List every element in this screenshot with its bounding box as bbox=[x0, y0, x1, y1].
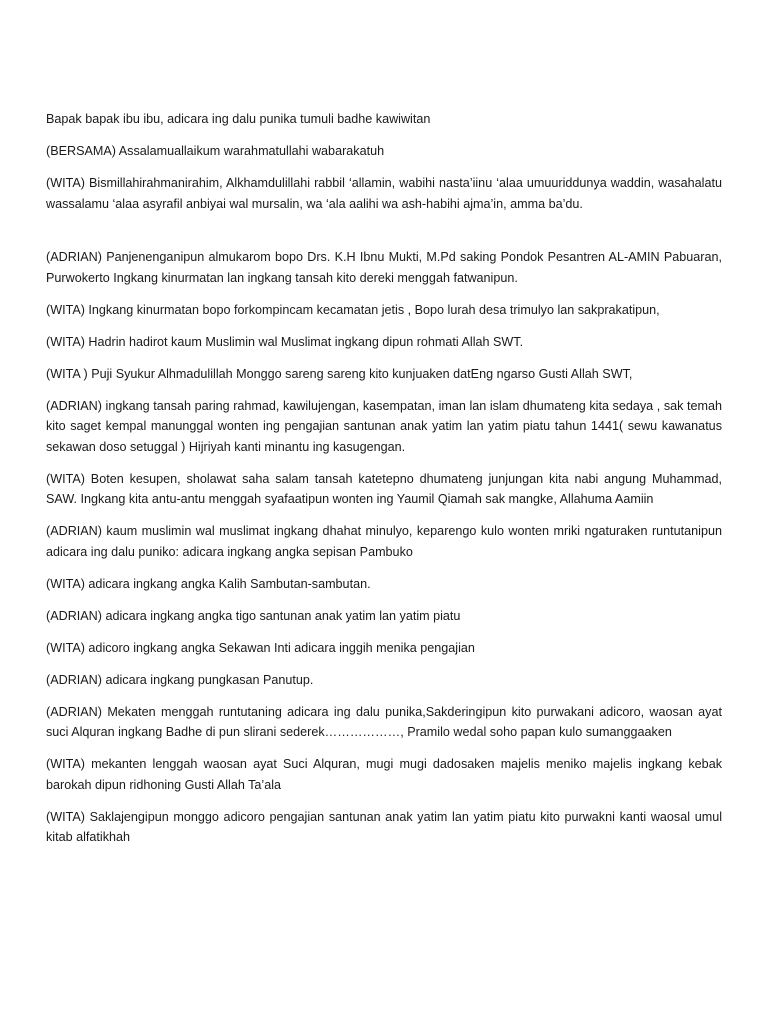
paragraph-alfatihah: (WITA) Saklajengipun monggo adicoro pengajian santunan anak yatim lan yatim piatu kito purwakni kanti waosal umul kitab alfatikhah bbox=[46, 809, 722, 844]
paragraph-gratitude: (WITA ) Puji Syukur Alhmadulillah Monggo sareng sareng kito kunjuaken datEng ngarso Gusti Allah SWT, bbox=[46, 366, 633, 381]
document-body bbox=[46, 109, 722, 859]
paragraph-audience: (WITA) Hadrin hadirot kaum Muslimin wal Muslimat ingkang dipun rohmati Allah SWT. bbox=[46, 334, 524, 349]
paragraph-blessings: (ADRIAN) ingkang tansah paring rahmad, kawilujengan, kasempatan, iman lan islam dhumateng kita sedaya , sak temah kito saget kempal manunggal wonten ing pengajian santunan anak yatim lan yatim piatu tahun 1441( sewu kawanatus sekawan doso setuggal ) Hijriyah kanti minantu ing kasugengan. bbox=[46, 398, 722, 454]
paragraph-bismillah: (WITA) Bismillahirahmanirahim, Alkhamdulillahi rabbil ‘allamin, wabihi nasta’iinu ‘alaa umuuriddunya waddin, wasahalatu wassalamu ‘alaa asyrafil anbiyai wal mursalin, wa ‘ala aalihi wa ash-habihi ajma’in, amma ba’du. bbox=[46, 176, 722, 211]
paragraph-agenda-closing: (ADRIAN) adicara ingkang pungkasan Panutup. bbox=[46, 672, 314, 687]
paragraph-agenda-2: (WITA) adicara ingkang angka Kalih Sambutan-sambutan. bbox=[46, 576, 371, 591]
paragraph-greeting: (BERSAMA) Assalamuallaikum warahmatullahi wabarakatuh bbox=[46, 144, 385, 158]
paragraph-officials: (WITA) Ingkang kinurmatan bopo forkompincam kecamatan jetis , Bopo lurah desa trimulyo lan sakprakatipun, bbox=[46, 302, 660, 317]
paragraph-opening: Bapak bapak ibu ibu, adicara ing dalu punika tumuli badhe kawiwitan bbox=[46, 112, 431, 126]
paragraph-quran-reading: (ADRIAN) Mekaten menggah runtutaning adicara ing dalu punika,Sakderingipun kito purwakani adicoro, waosan ayat suci Alquran ingkang Badhe di pun slirani sederek………………, Pramilo wedal soho papan kulo sumanggaaken bbox=[46, 704, 722, 739]
paragraph-agenda-3: (ADRIAN) adicara ingkang angka tigo santunan anak yatim lan yatim piatu bbox=[46, 608, 461, 623]
paragraph-sholawat: (WITA) Boten kesupen, sholawat saha salam tansah katetepno dhumateng junjungan kita nabi angung Muhammad, SAW. Ingkang kita antu-antu menggah syafaatipun wonten ing Yaumil Qiamah sak mangke, Allahuma Aamiin bbox=[46, 471, 722, 506]
paragraph-agenda-4: (WITA) adicoro ingkang angka Sekawan Inti adicara inggih menika pengajian bbox=[46, 640, 475, 655]
paragraph-prayer: (WITA) mekanten lenggah waosan ayat Suci Alquran, mugi mugi dadosaken majelis meniko majelis ingkang kebak barokah dipun ridhoning Gusti Allah Ta’ala bbox=[46, 757, 722, 792]
paragraph-honored-guest: (ADRIAN) Panjenenganipun almukarom bopo Drs. K.H Ibnu Mukti, M.Pd saking Pondok Pesantren AL-AMIN Pabuaran, Purwokerto Ingkang kinurmatan lan ingkang tansah kito dereki menggah fatwanipun. bbox=[46, 250, 722, 285]
paragraph-agenda-intro: (ADRIAN) kaum muslimin wal muslimat ingkang dhahat minulyo, keparengo kulo wonten mriki ngaturaken runtutanipun adicara ing dalu puniko: adicara ingkang angka sepisan Pambuko bbox=[46, 524, 722, 559]
